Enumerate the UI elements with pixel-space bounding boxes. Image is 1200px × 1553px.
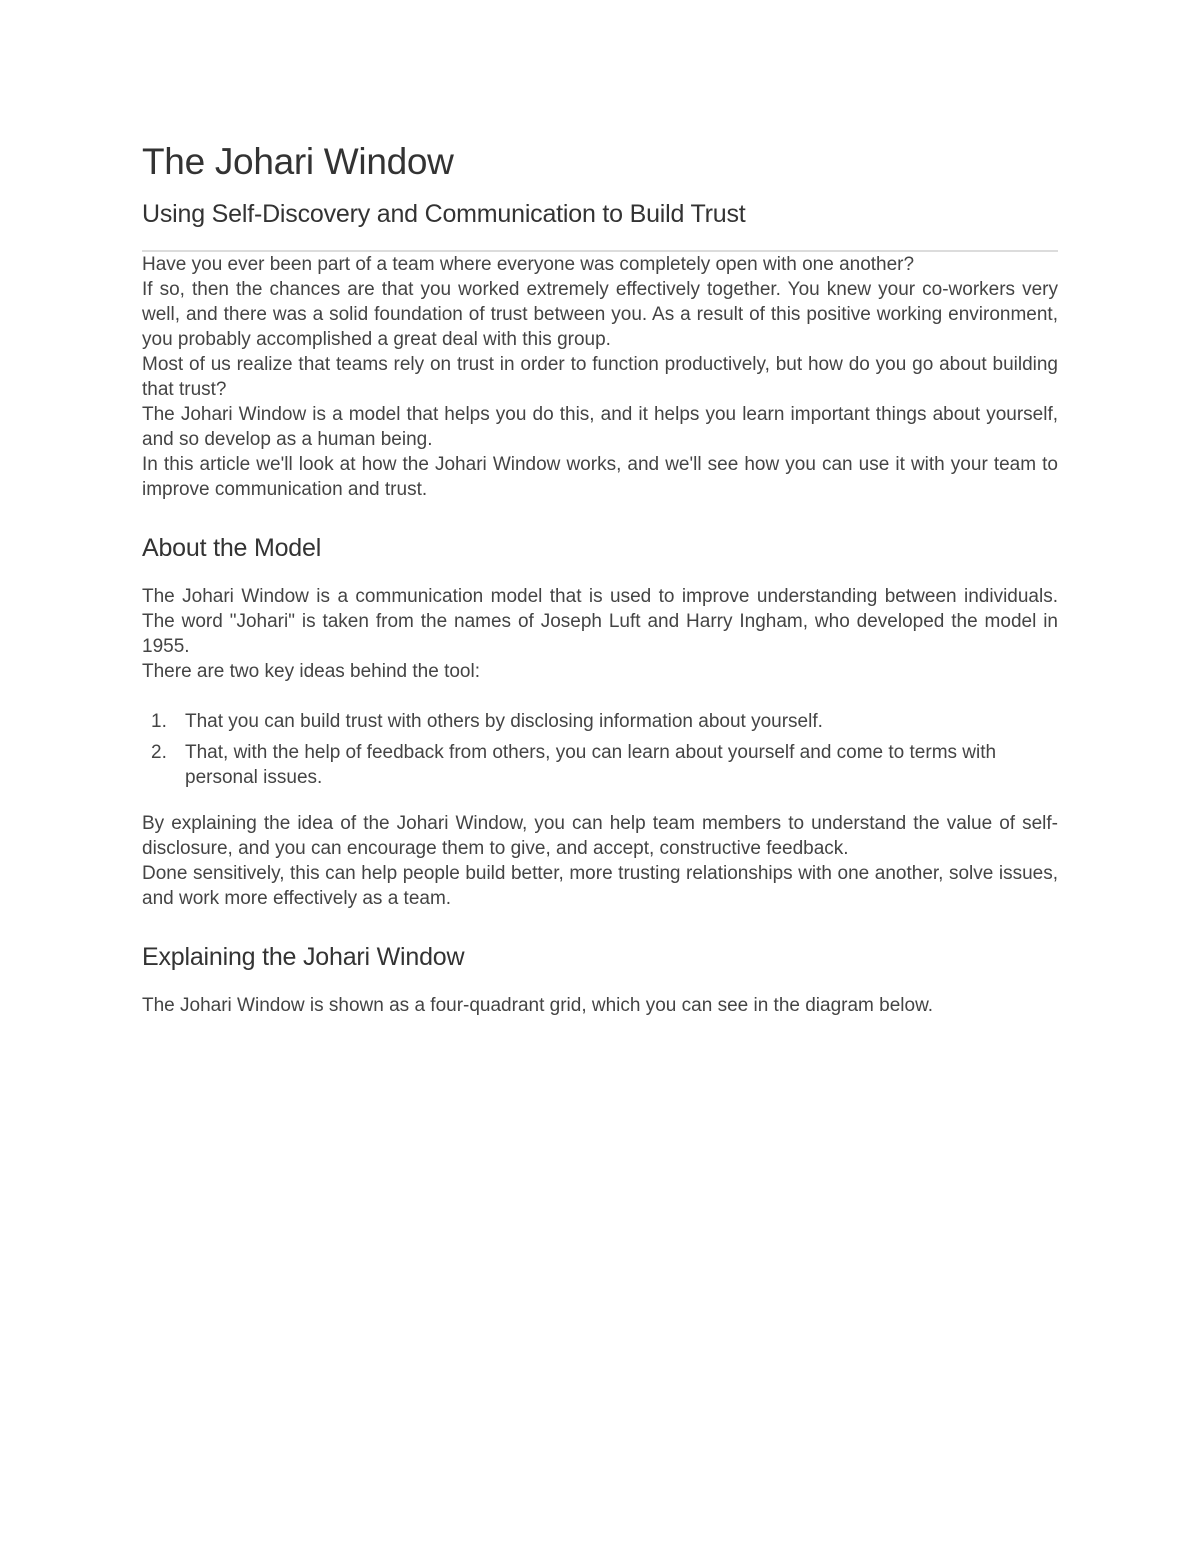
intro-paragraph-2: If so, then the chances are that you worked extremely effectively together. You knew your co-workers very well, and there was a solid foundation of trust between you. As a result of this positive working environment, you probably accomplished a great deal with this group. [142, 279, 1058, 350]
intro-paragraph-4: The Johari Window is a model that helps you do this, and it helps you learn important things about yourself, and so develop as a human being. [142, 404, 1058, 450]
intro-paragraph-1: Have you ever been part of a team where everyone was completely open with one another? [142, 254, 915, 275]
intro-paragraph-3: Most of us realize that teams rely on trust in order to function productively, but how do you go about building that trust? [142, 354, 1058, 400]
about-paragraph-1: The Johari Window is a communication model that is used to improve understanding between individuals. The word "Johari" is taken from the names of Joseph Luft and Harry Ingham, who developed the model in 1955. [142, 586, 1058, 657]
list-item-text: That, with the help of feedback from others, you can learn about yourself and come to terms with personal issues. [185, 742, 997, 788]
list-item [142, 709, 1058, 734]
key-ideas-list [142, 709, 1058, 790]
section-heading-about: About the Model [142, 534, 322, 562]
intro-paragraph-5: In this article we'll look at how the Johari Window works, and we'll see how you can use it with your team to improve communication and trust. [142, 454, 1058, 500]
explaining-paragraph-1: The Johari Window is shown as a four-quadrant grid, which you can see in the diagram below. [142, 995, 934, 1016]
about-paragraph-3: By explaining the idea of the Johari Window, you can help team members to understand the value of self-disclosure, and you can encourage them to give, and accept, constructive feedback. [142, 813, 1058, 859]
list-item-number: 2. [151, 742, 167, 763]
about-paragraph-2: There are two key ideas behind the tool: [142, 661, 480, 682]
page-title: The Johari Window [142, 141, 454, 182]
section-heading-explaining: Explaining the Johari Window [142, 943, 465, 971]
list-item-number: 1. [151, 711, 167, 732]
about-paragraph-4: Done sensitively, this can help people build better, more trusting relationships with one another, solve issues, and work more effectively as a team. [142, 863, 1058, 909]
list-item [142, 740, 1058, 790]
article-body [142, 138, 1058, 1018]
list-item-text: That you can build trust with others by disclosing information about yourself. [185, 711, 823, 732]
page-subtitle: Using Self-Discovery and Communication to Build Trust [142, 200, 746, 228]
